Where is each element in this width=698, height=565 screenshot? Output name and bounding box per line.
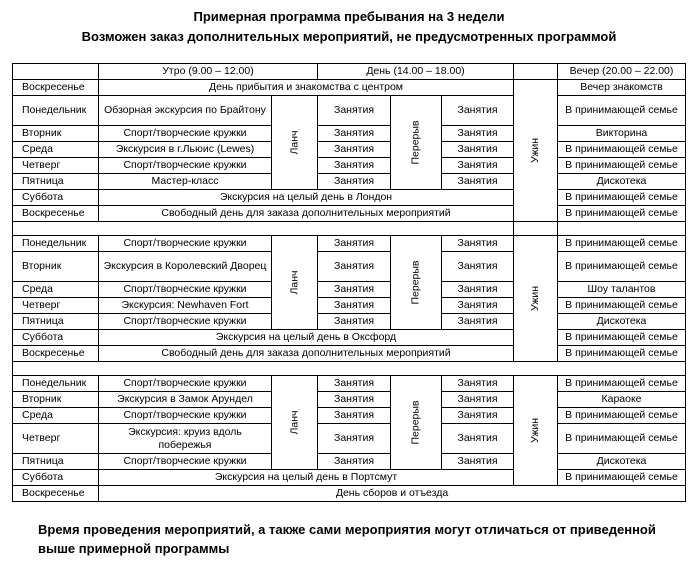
day-session-cell: Занятия	[318, 174, 391, 190]
break-cell	[391, 236, 442, 330]
activity-cell: Экскурсия на целый день в Лондон	[99, 190, 514, 206]
day-cell: Пятница	[13, 454, 99, 470]
table-row	[13, 454, 686, 470]
day-cell: Суббота	[13, 190, 99, 206]
morning-cell: Обзорная экскурсия по Брайтону	[99, 96, 272, 126]
evening-cell: Вечер знакомств	[558, 80, 686, 96]
day-cell: Пятница	[13, 314, 99, 330]
week-separator	[13, 362, 686, 376]
table-row	[13, 236, 686, 252]
evening-cell: Дискотека	[558, 174, 686, 190]
day-session-cell: Занятия	[442, 424, 514, 454]
table-row	[13, 142, 686, 158]
day-session-cell: Занятия	[318, 252, 391, 282]
separator-cell	[558, 222, 686, 236]
evening-cell: Караоке	[558, 392, 686, 408]
day-session-cell: Занятия	[442, 376, 514, 392]
day-session-cell: Занятия	[318, 424, 391, 454]
table-row	[13, 392, 686, 408]
page-subtitle: Возможен заказ дополнительных мероприятий, не предусмотренных программой	[81, 29, 617, 44]
table-row	[13, 408, 686, 424]
footer-note: Время проведения мероприятий, а также сами мероприятия могут отличаться от приведенной выше примерной программы	[38, 522, 656, 556]
day-cell: Понедельник	[13, 376, 99, 392]
day-cell: Воскресенье	[13, 80, 99, 96]
break-label: Перерыв	[409, 400, 422, 445]
evening-cell: Викторина	[558, 126, 686, 142]
column-header-morning: Утро (9.00 – 12.00)	[99, 64, 318, 80]
morning-cell: Экскурсия в г.Льюис (Lewes)	[99, 142, 272, 158]
morning-cell: Экскурсия в Замок Арундел	[99, 392, 272, 408]
day-session-cell: Занятия	[442, 158, 514, 174]
day-cell: Пятница	[13, 174, 99, 190]
evening-cell: Шоу талантов	[558, 282, 686, 298]
day-session-cell: Занятия	[318, 314, 391, 330]
break-cell	[391, 376, 442, 470]
day-cell: Вторник	[13, 252, 99, 282]
table-row	[13, 314, 686, 330]
evening-cell: В принимающей семье	[558, 96, 686, 126]
day-cell: Суббота	[13, 330, 99, 346]
day-session-cell: Занятия	[318, 376, 391, 392]
day-session-cell: Занятия	[442, 454, 514, 470]
table-row	[13, 126, 686, 142]
day-session-cell: Занятия	[318, 282, 391, 298]
morning-cell: Спорт/творческие кружки	[99, 376, 272, 392]
table-row	[13, 252, 686, 282]
day-session-cell: Занятия	[442, 126, 514, 142]
day-session-cell: Занятия	[442, 96, 514, 126]
day-session-cell: Занятия	[318, 298, 391, 314]
day-session-cell: Занятия	[318, 126, 391, 142]
separator-cell	[514, 222, 558, 236]
lunch-cell	[272, 236, 318, 330]
dinner-cell	[514, 376, 558, 486]
day-session-cell: Занятия	[442, 298, 514, 314]
evening-cell: В принимающей семье	[558, 206, 686, 222]
table-row	[13, 376, 686, 392]
table-row	[13, 424, 686, 454]
day-session-cell: Занятия	[442, 392, 514, 408]
dinner-cell	[514, 236, 558, 362]
activity-cell: Свободный день для заказа дополнительных мероприятий	[99, 346, 514, 362]
day-cell: Суббота	[13, 470, 99, 486]
day-session-cell: Занятия	[442, 314, 514, 330]
day-cell: Воскресенье	[13, 346, 99, 362]
evening-cell: Дискотека	[558, 314, 686, 330]
evening-cell: Дискотека	[558, 454, 686, 470]
evening-cell: В принимающей семье	[558, 298, 686, 314]
table-row	[13, 330, 686, 346]
table-row	[13, 486, 686, 502]
column-header-evening: Вечер (20.00 – 22.00)	[558, 64, 686, 80]
separator-cell	[13, 222, 514, 236]
day-session-cell: Занятия	[318, 454, 391, 470]
day-session-cell: Занятия	[318, 236, 391, 252]
day-cell: Среда	[13, 142, 99, 158]
page-title: Примерная программа пребывания на 3 недели	[193, 9, 505, 24]
morning-cell: Спорт/творческие кружки	[99, 282, 272, 298]
column-header-day: День (14.00 – 18.00)	[318, 64, 514, 80]
evening-cell: В принимающей семье	[558, 470, 686, 486]
activity-cell: Свободный день для заказа дополнительных мероприятий	[99, 206, 514, 222]
morning-cell: Экскурсия в Королевский Дворец	[99, 252, 272, 282]
week-separator	[13, 222, 686, 236]
day-session-cell: Занятия	[442, 236, 514, 252]
lunch-cell	[272, 96, 318, 190]
morning-cell: Спорт/творческие кружки	[99, 236, 272, 252]
day-cell: Понедельник	[13, 96, 99, 126]
evening-cell: В принимающей семье	[558, 142, 686, 158]
day-session-cell: Занятия	[318, 392, 391, 408]
lunch-label: Ланч	[288, 270, 300, 295]
evening-cell: В принимающей семье	[558, 190, 686, 206]
activity-cell: День сборов и отъезда	[99, 486, 686, 502]
break-label: Перерыв	[409, 120, 422, 165]
table-row	[13, 80, 686, 96]
activity-cell: Экскурсия на целый день в Портсмут	[99, 470, 514, 486]
day-session-cell: Занятия	[442, 142, 514, 158]
day-cell: Воскресенье	[13, 486, 99, 502]
evening-cell: В принимающей семье	[558, 376, 686, 392]
dinner-label: Ужин	[528, 285, 541, 312]
day-cell: Воскресенье	[13, 206, 99, 222]
morning-cell: Спорт/творческие кружки	[99, 158, 272, 174]
break-cell	[391, 96, 442, 190]
day-session-cell: Занятия	[442, 408, 514, 424]
header-row	[13, 64, 686, 80]
dinner-label: Ужин	[528, 417, 541, 444]
day-session-cell: Занятия	[442, 174, 514, 190]
evening-cell: В принимающей семье	[558, 424, 686, 454]
day-session-cell: Занятия	[442, 252, 514, 282]
dinner-label: Ужин	[528, 137, 541, 164]
morning-cell: Спорт/творческие кружки	[99, 408, 272, 424]
day-cell: Понедельник	[13, 236, 99, 252]
table-row	[13, 298, 686, 314]
morning-cell: Экскурсия: круиз вдоль побережья	[99, 424, 272, 454]
break-label: Перерыв	[409, 260, 422, 305]
evening-cell: В принимающей семье	[558, 330, 686, 346]
day-cell: Четверг	[13, 424, 99, 454]
table-row	[13, 174, 686, 190]
table-row	[13, 96, 686, 126]
day-cell: Вторник	[13, 392, 99, 408]
dinner-cell	[514, 80, 558, 222]
day-session-cell: Занятия	[318, 408, 391, 424]
table-row	[13, 158, 686, 174]
evening-cell: В принимающей семье	[558, 158, 686, 174]
separator-cell	[13, 362, 686, 376]
day-session-cell: Занятия	[318, 142, 391, 158]
day-cell: Среда	[13, 282, 99, 298]
evening-cell: В принимающей семье	[558, 346, 686, 362]
lunch-label: Ланч	[288, 130, 300, 155]
table-row	[13, 282, 686, 298]
morning-cell: Экскурсия: Newhaven Fort	[99, 298, 272, 314]
morning-cell: Спорт/творческие кружки	[99, 454, 272, 470]
evening-cell: В принимающей семье	[558, 252, 686, 282]
activity-cell: Экскурсия на целый день в Оксфорд	[99, 330, 514, 346]
lunch-cell	[272, 376, 318, 470]
lunch-label: Ланч	[288, 410, 300, 435]
corner-cell	[13, 64, 99, 80]
evening-cell: В принимающей семье	[558, 236, 686, 252]
morning-cell: Спорт/творческие кружки	[99, 126, 272, 142]
table-row	[13, 346, 686, 362]
day-cell: Вторник	[13, 126, 99, 142]
table-row	[13, 206, 686, 222]
activity-cell: День прибытия и знакомства с центром	[99, 80, 514, 96]
table-row	[13, 470, 686, 486]
day-session-cell: Занятия	[318, 96, 391, 126]
evening-cell: В принимающей семье	[558, 408, 686, 424]
dinner-header-cell	[514, 64, 558, 80]
table-row	[13, 190, 686, 206]
day-session-cell: Занятия	[442, 282, 514, 298]
day-cell: Среда	[13, 408, 99, 424]
morning-cell: Мастер-класс	[99, 174, 272, 190]
day-session-cell: Занятия	[318, 158, 391, 174]
day-cell: Четверг	[13, 158, 99, 174]
day-cell: Четверг	[13, 298, 99, 314]
morning-cell: Спорт/творческие кружки	[99, 314, 272, 330]
schedule-table	[12, 63, 686, 502]
